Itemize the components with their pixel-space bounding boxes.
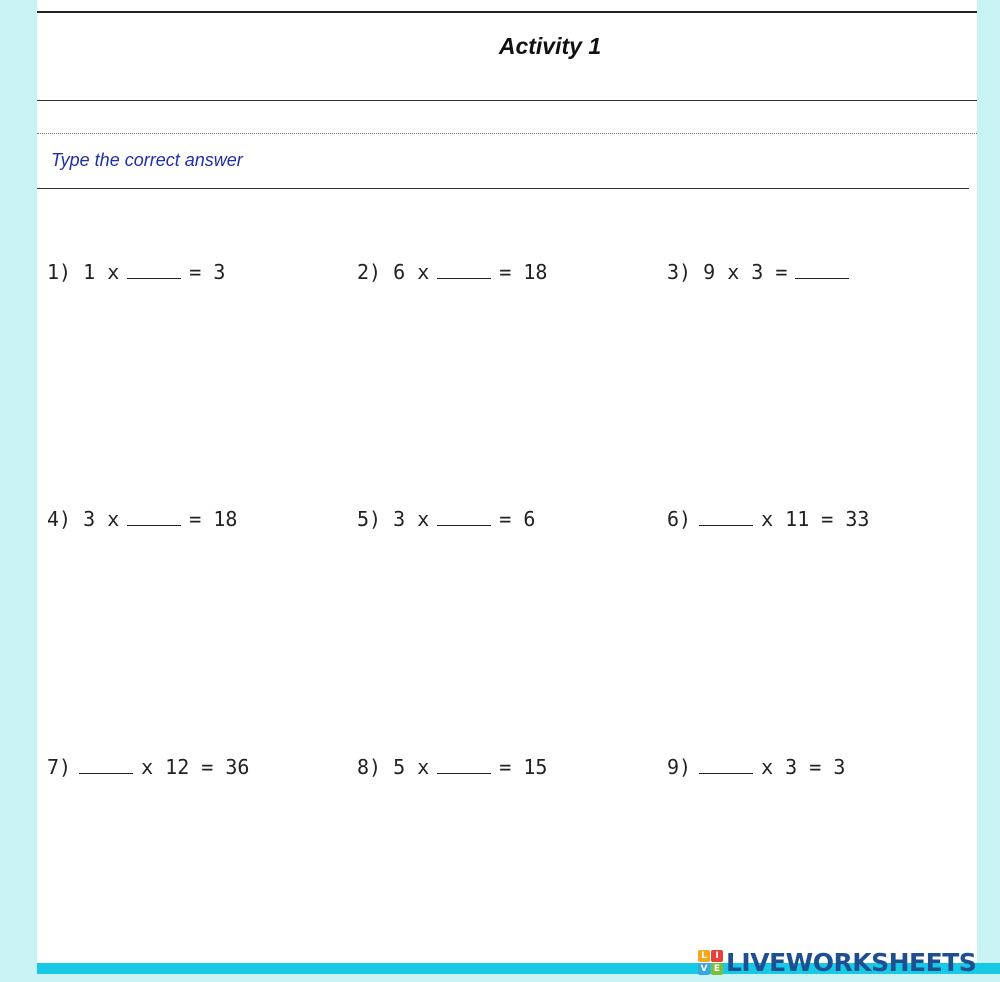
answer-blank-5[interactable] bbox=[437, 507, 491, 526]
problem-5 bbox=[357, 507, 535, 531]
logo-letter: V bbox=[698, 963, 710, 975]
problem-8 bbox=[357, 755, 547, 779]
problem-left: 3) 9 x 3 = bbox=[667, 260, 788, 284]
dotted-divider bbox=[37, 133, 977, 134]
worksheet-title: Activity 1 bbox=[498, 33, 602, 59]
instruction-text: Type the correct answer bbox=[51, 150, 243, 170]
answer-blank-1[interactable] bbox=[127, 260, 181, 279]
problem-right: = 3 bbox=[189, 260, 226, 284]
problem-right: = 18 bbox=[499, 260, 548, 284]
problem-left: 7) bbox=[47, 755, 72, 779]
problem-right: x 3 = 3 bbox=[761, 755, 846, 779]
logo-letter: E bbox=[711, 963, 723, 975]
problem-left: 1) 1 x bbox=[47, 260, 120, 284]
answer-blank-8[interactable] bbox=[437, 755, 491, 774]
answer-blank-3[interactable] bbox=[795, 260, 849, 279]
worksheet-page bbox=[37, 0, 977, 964]
liveworksheets-logo[interactable] bbox=[698, 947, 976, 977]
header-divider bbox=[37, 100, 977, 101]
problem-left: 4) 3 x bbox=[47, 507, 120, 531]
problem-right: x 12 = 36 bbox=[141, 755, 250, 779]
problem-right: = 18 bbox=[189, 507, 238, 531]
problem-right: x 11 = 33 bbox=[761, 507, 870, 531]
answer-blank-4[interactable] bbox=[127, 507, 181, 526]
brand-name: LIVEWORKSHEETS bbox=[726, 947, 977, 977]
logo-letter: I bbox=[711, 950, 723, 962]
problem-3 bbox=[667, 260, 857, 284]
problem-left: 9) bbox=[667, 755, 692, 779]
problem-left: 8) 5 x bbox=[357, 755, 430, 779]
problem-9 bbox=[667, 755, 845, 779]
problem-left: 2) 6 x bbox=[357, 260, 430, 284]
problem-left: 5) 3 x bbox=[357, 507, 430, 531]
answer-blank-7[interactable] bbox=[79, 755, 133, 774]
instruction-divider bbox=[37, 188, 969, 189]
problem-right: = 6 bbox=[499, 507, 536, 531]
problem-right: = 15 bbox=[499, 755, 548, 779]
problem-left: 6) bbox=[667, 507, 692, 531]
problem-2 bbox=[357, 260, 547, 284]
problem-4 bbox=[47, 507, 237, 531]
problem-6 bbox=[667, 507, 869, 531]
logo-mark-icon bbox=[698, 950, 723, 975]
answer-blank-2[interactable] bbox=[437, 260, 491, 279]
answer-blank-6[interactable] bbox=[699, 507, 753, 526]
top-rule bbox=[37, 11, 977, 13]
problem-7 bbox=[47, 755, 249, 779]
answer-blank-9[interactable] bbox=[699, 755, 753, 774]
problem-1 bbox=[47, 260, 225, 284]
logo-letter: L bbox=[698, 950, 710, 962]
